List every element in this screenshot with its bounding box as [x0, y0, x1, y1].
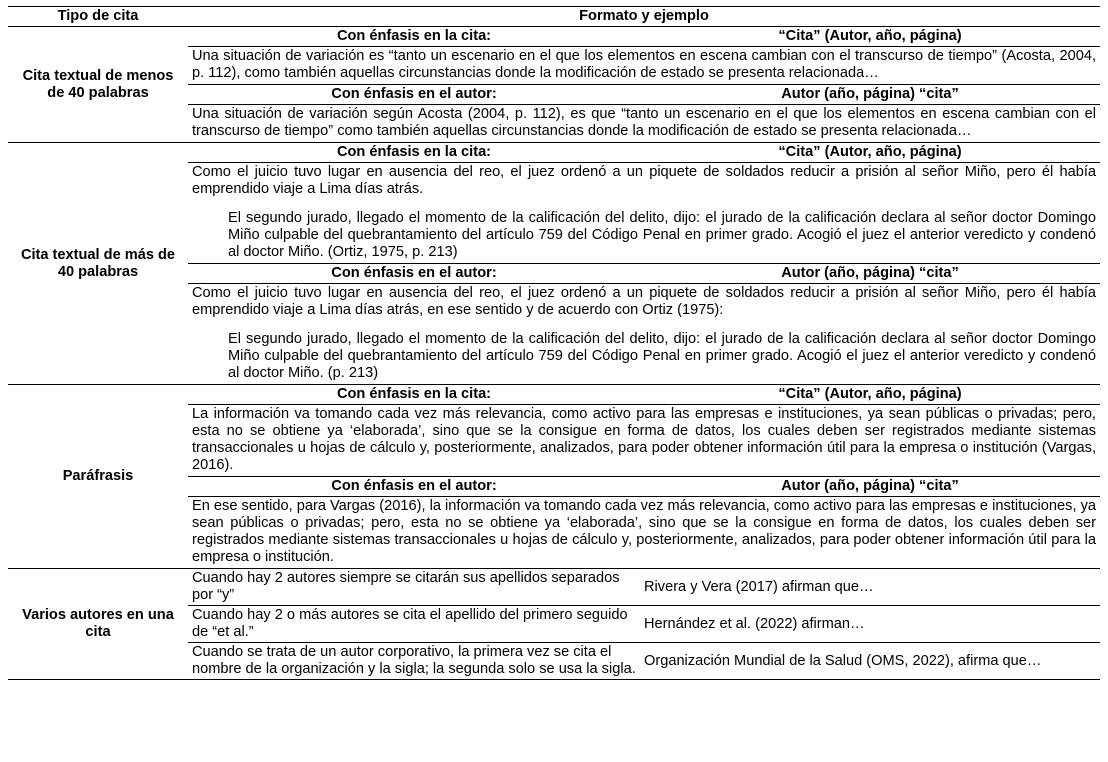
example-text: Una situación de variación es “tanto un escenario en el que los elementos en escena cambian con el transcurso de tiempo” (Acosta, 2004, p. 112), como también aquellas circunstancias donde la modificación de estado se presenta relacionada…: [192, 48, 1096, 81]
table-header-row: [8, 7, 1100, 27]
citation-type-label: Varios autores en una cita: [8, 569, 188, 680]
format-pattern: “Cita” (Autor, año, página): [640, 385, 1100, 405]
format-pattern: “Cita” (Autor, año, página): [640, 143, 1100, 163]
format-pattern: Autor (año, página) “cita”: [640, 477, 1100, 497]
emphasis-label: Con énfasis en la cita:: [188, 143, 640, 163]
format-pattern: Autor (año, página) “cita”: [640, 85, 1100, 105]
subheader-row: [8, 27, 1100, 47]
emphasis-label: Con énfasis en el autor:: [188, 85, 640, 105]
example-intro: Como el juicio tuvo lugar en ausencia del reo, el juez ordenó a un piquete de soldados reducir a prisión al señor Miño, pero él había emprendido viaje a Lima días atrás.: [192, 164, 1096, 197]
citation-type-label: Paráfrasis: [8, 385, 188, 569]
citation-table: [8, 6, 1100, 680]
multi-author-rule: Cuando se trata de un autor corporativo, la primera vez se cita el nombre de la organización y la sigla; la segunda solo se usa la sigla.: [188, 643, 640, 680]
example-text: Una situación de variación según Acosta (2004, p. 112), es que “tanto un escenario en el que los elementos en escena cambian con el transcurso de tiempo” como también aquellas circunstancias donde la modificación de estado se presenta relacionada…: [188, 105, 1100, 143]
format-pattern: “Cita” (Autor, año, página): [640, 27, 1100, 47]
format-pattern: Autor (año, página) “cita”: [640, 264, 1100, 284]
example-intro: Como el juicio tuvo lugar en ausencia del reo, el juez ordenó a un piquete de soldados reducir a prisión al señor Miño, pero él había emprendido viaje a Lima días atrás, en ese sentido y de acuerdo con Ortiz (1975):: [192, 285, 1096, 318]
multi-author-example: Hernández et al. (2022) afirman…: [640, 606, 1100, 643]
block-quote: El segundo jurado, llegado el momento de la calificación del delito, dijo: el jurado de la calificación declara al señor doctor Domingo Miño culpable del quebrantamiento del artículo 759 del Código Penal en primer grado. Acogió el juez el anterior veredicto y condenó al doctor Miño. (Ortiz, 1975, p. 213): [228, 210, 1096, 260]
example-block: [188, 284, 1100, 385]
multi-author-example: Organización Mundial de la Salud (OMS, 2022), afirma que…: [640, 643, 1100, 680]
subheader-row: [8, 143, 1100, 163]
example-text: La información va tomando cada vez más relevancia, como activo para las empresas e instituciones, ya sean públicas o privadas; pero, esta no se obtiene ya ‘elaborada’, sino que se la consigue en forma de datos, los cuales deben ser registrados mediante sistemas transaccionales u hojas de cálculo y, posteriormente, analizados, para poder obtener información útil para la empresa o institución (Vargas, 2016).: [192, 406, 1096, 473]
citation-type-label: Cita textual de menos de 40 palabras: [8, 27, 188, 143]
header-tipo: Tipo de cita: [8, 7, 188, 27]
emphasis-label: Con énfasis en la cita:: [188, 27, 640, 47]
emphasis-label: Con énfasis en el autor:: [188, 477, 640, 497]
header-formato: Formato y ejemplo: [188, 7, 1100, 27]
multi-author-rule: Cuando hay 2 o más autores se cita el apellido del primero seguido de “et al.”: [188, 606, 640, 643]
emphasis-label: Con énfasis en la cita:: [188, 385, 640, 405]
emphasis-label: Con énfasis en el autor:: [188, 264, 640, 284]
multi-author-example: Rivera y Vera (2017) afirman que…: [640, 569, 1100, 606]
multi-author-rule: Cuando hay 2 autores siempre se citarán sus apellidos separados por “y”: [188, 569, 640, 606]
citation-type-label: Cita textual de más de 40 palabras: [8, 143, 188, 385]
block-quote: El segundo jurado, llegado el momento de la calificación del delito, dijo: el jurado de la calificación declara al señor doctor Domingo Miño culpable del quebrantamiento del artículo 759 del Código Penal en primer grado. Acogió el juez el anterior veredicto y condenó al doctor Miño. (p. 213): [228, 331, 1096, 381]
example-block: [188, 163, 1100, 264]
example-text: En ese sentido, para Vargas (2016), la información va tomando cada vez más relevancia, como activo para las empresas e instituciones, ya sean públicas o privadas; pero, esta no se obtiene ya ‘elaborada’, sino que se la consigue en forma de datos, los cuales deben ser registrados mediante sistemas transaccionales u hojas de cálculo y, posteriormente, analizados, para poder obtener información útil para la empresa o institución.: [188, 497, 1100, 569]
subheader-row: [8, 385, 1100, 405]
multi-author-row: [8, 569, 1100, 606]
